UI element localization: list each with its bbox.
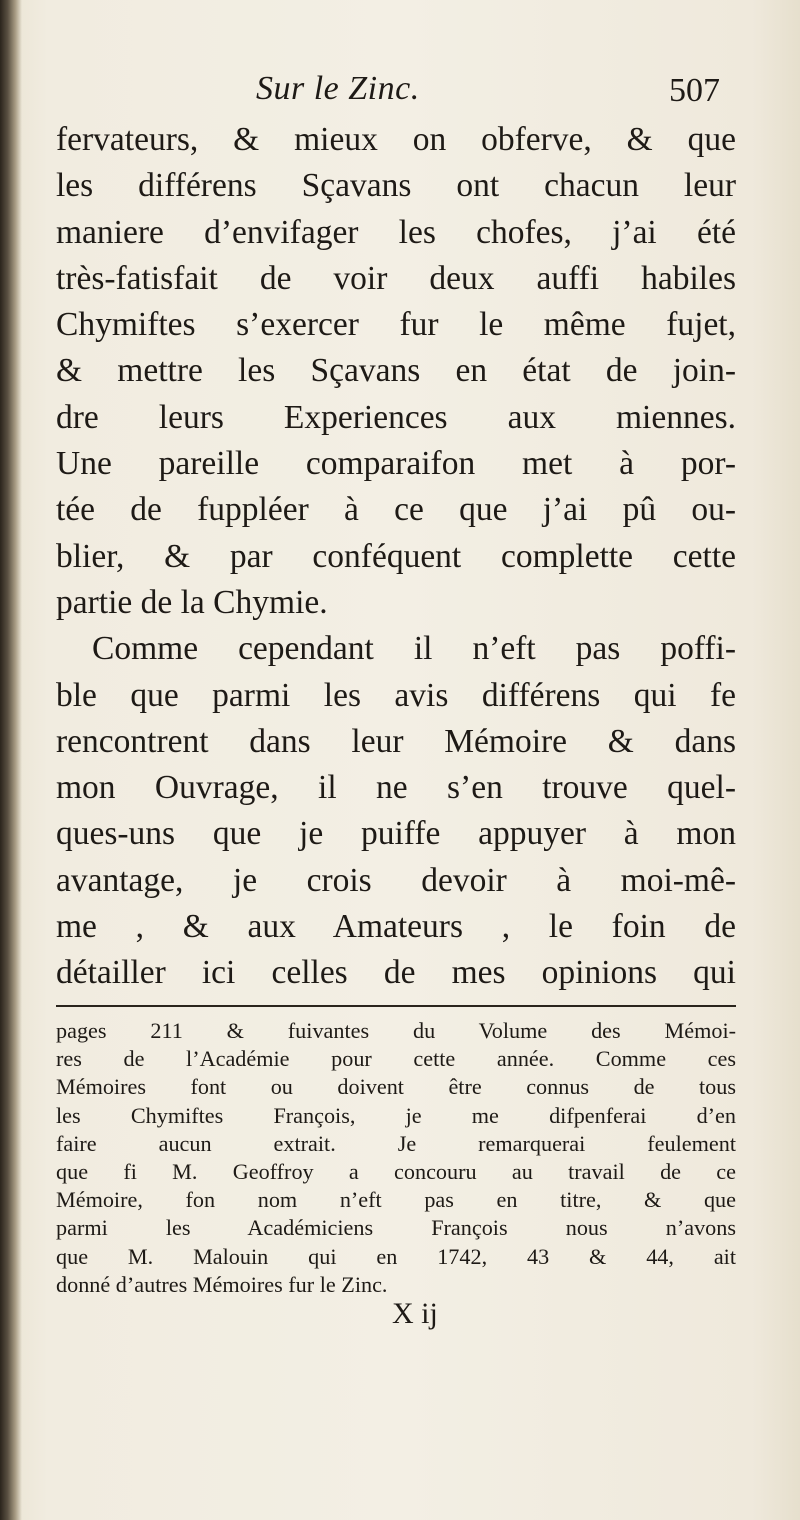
text-line: très-fatisfait de voir deux auffi habiles xyxy=(56,259,736,297)
text-line: ble que parmi les avis différens qui fe xyxy=(56,676,736,714)
text-line: blier, & par conféquent complette cette xyxy=(56,537,736,575)
footnote-line: parmi les Académiciens François nous n’avons xyxy=(56,1215,736,1241)
signature-mark: X ij xyxy=(392,1297,438,1330)
main-text-block xyxy=(56,117,736,997)
text-line: dre leurs Experiences aux miennes. xyxy=(56,398,736,436)
text-line-indented: Comme cependant il n’eft pas poffi- xyxy=(92,630,736,668)
page-number: 507 xyxy=(669,72,720,109)
text-line: me , & aux Amateurs , le foin de xyxy=(56,908,736,946)
text-line: maniere d’envifager les chofes, j’ai été xyxy=(56,213,736,251)
text-line: tée de fuppléer à ce que j’ai pû ou- xyxy=(56,491,736,529)
footnote-block xyxy=(56,1017,736,1299)
footnote-line: res de l’Académie pour cette année. Comme ces xyxy=(56,1046,736,1072)
page-header xyxy=(60,70,720,114)
text-line: & mettre les Sçavans en état de join- xyxy=(56,352,736,390)
footnote-line: que M. Malouin qui en 1742, 43 & 44, ait xyxy=(56,1243,736,1269)
footnote-line: que fi M. Geoffroy a concouru au travail de ce xyxy=(56,1159,736,1185)
text-line: avantage, je crois devoir à moi-mê- xyxy=(56,861,736,899)
text-line: Chymiftes s’exercer fur le même fujet, xyxy=(56,306,736,344)
running-title: Sur le Zinc. xyxy=(256,70,420,107)
text-line: fervateurs, & mieux on obferve, & que xyxy=(56,121,736,158)
text-line: détailler ici celles de mes opinions qui xyxy=(56,954,736,992)
text-line: les différens Sçavans ont chacun leur xyxy=(56,167,736,205)
footnote-line: Mémoire, fon nom n’eft pas en titre, & que xyxy=(56,1187,736,1213)
text-line: mon Ouvrage, il ne s’en trouve quel- xyxy=(56,769,736,807)
text-line: ques-uns que je puiffe appuyer à mon xyxy=(56,815,736,853)
footnote-line: pages 211 & fuivantes du Volume des Mémoi- xyxy=(56,1018,736,1043)
text-line: partie de la Chymie. xyxy=(56,583,328,621)
footnote-divider xyxy=(56,1005,736,1007)
footnote-line: donné d’autres Mémoires fur le Zinc. xyxy=(56,1271,388,1297)
text-line: rencontrent dans leur Mémoire & dans xyxy=(56,722,736,760)
text-line: Une pareille comparaifon met à por- xyxy=(56,445,736,483)
footnote-line: les Chymiftes François, je me difpenferai d’en xyxy=(56,1102,736,1128)
book-spine-shadow xyxy=(0,0,22,1520)
footnote-line: Mémoires font ou doivent être connus de tous xyxy=(56,1074,736,1100)
footnote-line: faire aucun extrait. Je remarquerai feulement xyxy=(56,1130,736,1156)
